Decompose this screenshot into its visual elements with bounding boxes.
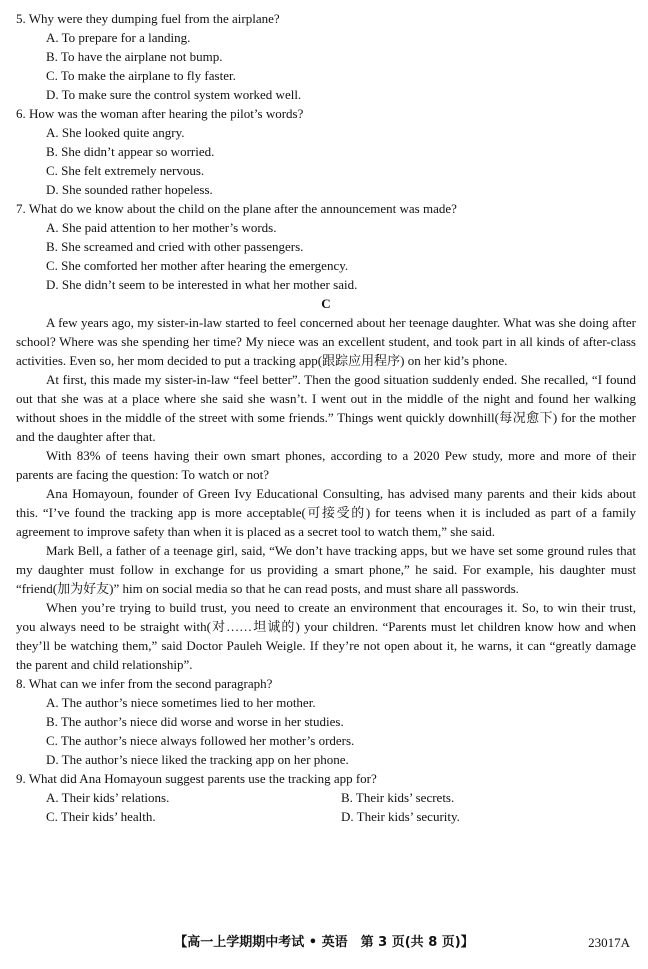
question-stem: 7. What do we know about the child on the plane after the announcement was made? — [16, 201, 457, 216]
passage-paragraph-3: With 83% of teens having their own smart phones, according to a 2020 Pew study, more and more of their parents are facing the question: To watch or not? — [16, 448, 636, 482]
option-b: B. She screamed and cried with other passengers. — [46, 239, 304, 254]
option-a: A. Their kids’ relations. — [46, 790, 170, 805]
question-8 — [16, 674, 636, 769]
options-row-1 — [16, 788, 636, 807]
question-5 — [16, 9, 636, 104]
option-b: B. To have the airplane not bump. — [46, 49, 223, 64]
question-stem: 5. Why were they dumping fuel from the airplane? — [16, 11, 280, 26]
option-d: D. Their kids’ security. — [341, 809, 460, 824]
option-b: B. The author’s niece did worse and worse in her studies. — [46, 714, 344, 729]
footer-exam-info: 【高一上学期期中考试 • 英语 第 3 页(共 8 页)】 — [174, 935, 474, 950]
page-content — [16, 9, 636, 826]
passage-paragraph-2: At first, this made my sister-in-law “feel better”. Then the good situation suddenly ended. She recalled, “I found out that she was at a place where she said she wasn’t. I went out in the middle of the night and found her walking without shoes in the middle of the street with some friends.” Things went quickly downhill(每况愈下) for the mother and the daughter after that. — [16, 372, 636, 444]
option-d: D. She didn’t seem to be interested in what her mother said. — [46, 277, 358, 292]
question-stem: 9. What did Ana Homayoun suggest parents use the tracking app for? — [16, 771, 377, 786]
passage-paragraph-5: Mark Bell, a father of a teenage girl, said, “We don’t have tracking apps, but we have set some ground rules that my daughter must follow in exchange for us providing a smart phone,” he said. For example, his daughter must “friend(加为好友)” him on social media so that he can read posts, and must share all passwords. — [16, 543, 636, 596]
question-9 — [16, 769, 636, 826]
option-a: A. To prepare for a landing. — [46, 30, 191, 45]
option-c: C. Their kids’ health. — [46, 809, 156, 824]
option-d: D. The author’s niece liked the tracking app on her phone. — [46, 752, 349, 767]
option-d: D. To make sure the control system worked well. — [46, 87, 302, 102]
question-6 — [16, 104, 636, 199]
question-stem: 6. How was the woman after hearing the pilot’s words? — [16, 106, 304, 121]
option-c: C. She felt extremely nervous. — [46, 163, 205, 178]
section-heading: C — [321, 296, 331, 311]
option-b: B. She didn’t appear so worried. — [46, 144, 215, 159]
passage-paragraph-4: Ana Homayoun, founder of Green Ivy Educational Consulting, has advised many parents and their kids about this. “I’ve found the tracking app is more acceptable(可接受的) for teens when it is included as part of a family agreement to improve safety than when it is placed as a secret tool to watch them,” she said. — [16, 486, 636, 539]
question-7 — [16, 199, 636, 294]
option-a: A. She paid attention to her mother’s words. — [46, 220, 277, 235]
option-c: C. She comforted her mother after hearing the emergency. — [46, 258, 349, 273]
option-b: B. Their kids’ secrets. — [341, 790, 455, 805]
option-c: C. The author’s niece always followed her mother’s orders. — [46, 733, 355, 748]
page-footer — [0, 933, 648, 957]
question-stem: 8. What can we infer from the second paragraph? — [16, 676, 273, 691]
passage-paragraph-6: When you’re trying to build trust, you need to create an environment that encourages it. So, to win their trust, you always need to be straight with(对……坦诚的) your children. “Parents must let children know how and when they’ll be watching them,” said Doctor Pauleh Weigle. If they’re not open about it, he warns, it can “greatly damage the parent and child relationship”. — [16, 600, 636, 672]
options-row-2 — [16, 807, 636, 826]
option-a: A. The author’s niece sometimes lied to her mother. — [46, 695, 316, 710]
passage — [16, 313, 636, 674]
option-c: C. To make the airplane to fly faster. — [46, 68, 236, 83]
option-a: A. She looked quite angry. — [46, 125, 185, 140]
option-d: D. She sounded rather hopeless. — [46, 182, 213, 197]
footer-exam-code: 23017A — [588, 935, 630, 950]
passage-paragraph-1: A few years ago, my sister-in-law started to feel concerned about her teenage daughter. What was she doing after school? Where was she spending her time? My niece was an excellent student, and took part in all kinds of after-class activities. Even so, her mom decided to put a tracking app(跟踪应用程序) on her kid’s phone. — [16, 315, 636, 368]
